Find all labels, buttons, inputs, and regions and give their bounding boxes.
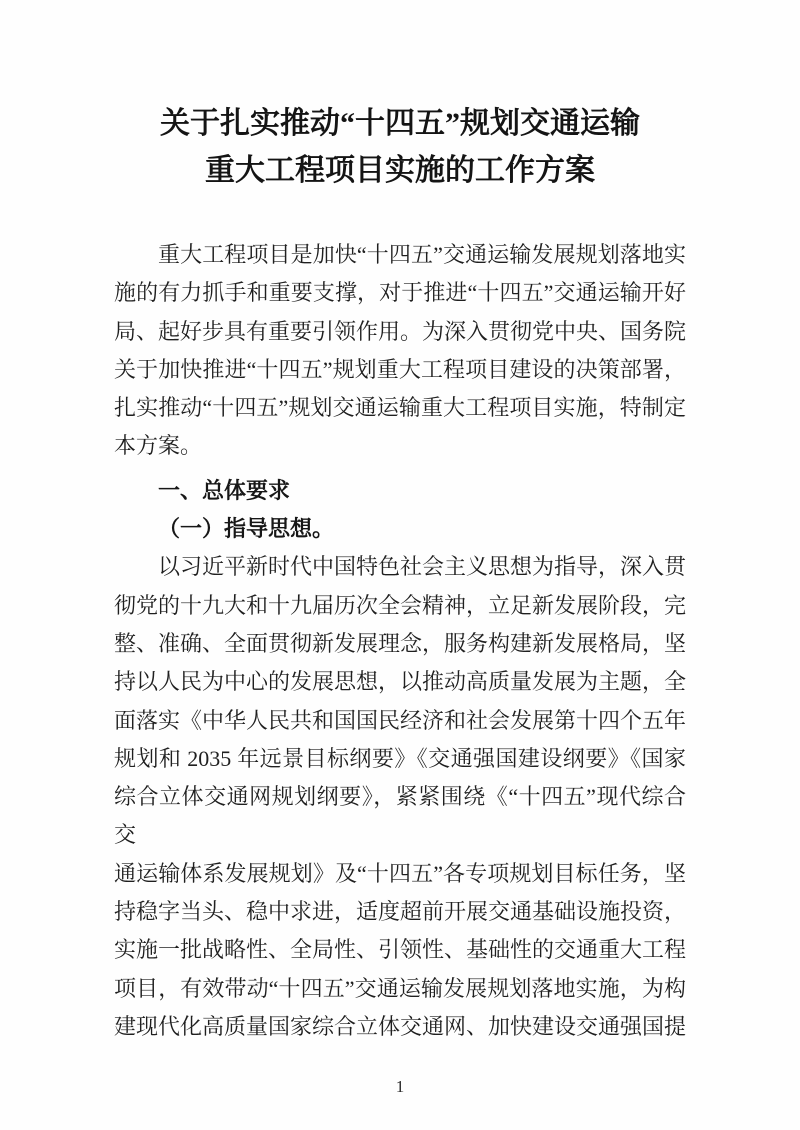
document-title: [114, 0, 686, 194]
paragraph1-line: 重大工程项目是加快“十四五”交通运输发展规划落地实: [158, 242, 686, 267]
page-footer: [114, 1076, 686, 1098]
paragraph2-line: 项目，有效带动“十四五”交通运输发展规划落地实施，为构: [114, 975, 686, 1001]
paragraph1-line: 本方案。: [114, 433, 203, 459]
paragraph2-line: 持稳字当头、稳中求进，适度超前开展交通基础设施投资，: [114, 899, 687, 925]
section-subheading: （一）指导思想。: [158, 516, 335, 542]
paragraph1-line: 局、起好步具有重要引领作用。为深入贯彻党中央、国务院: [114, 318, 687, 344]
paragraph2-line: 以习近平新时代中国特色社会主义思想为指导，深入贯: [158, 554, 687, 580]
paragraph2-line: 规划和 2035 年远景目标纲要》《交通强国建设纲要》《国家: [114, 745, 686, 771]
section-heading: 一、总体要求: [158, 477, 291, 503]
title-line-2: 重大工程项目实施的工作方案: [205, 154, 595, 187]
page-number: 1: [395, 1077, 405, 1097]
paragraph2-line: 建现代化高质量国家综合立体交通网、加快建设交通强国提: [114, 1013, 687, 1039]
paragraph2-line: 整、准确、全面贯彻新发展理念，服务构建新发展格局，坚: [114, 630, 687, 656]
paragraph1-line: 扎实推动“十四五”规划交通运输重大工程项目实施，特制定: [114, 395, 686, 421]
document-content: [114, 0, 686, 1098]
paragraph2-line: 实施一批战略性、全局性、引领性、基础性的交通重大工程: [114, 937, 687, 963]
paragraph1-line: 关于加快推进“十四五”规划重大工程项目建设的决策部署，: [114, 356, 686, 382]
paragraph2-line: 综合立体交通网规划纲要》，紧紧围绕《“十四五”现代综合交: [114, 784, 686, 848]
paragraph2-line: 持以人民为中心的发展思想，以推动高质量发展为主题，全: [114, 669, 687, 695]
document-body: [114, 236, 686, 1046]
paragraph2-line: 通运输体系发展规划》及“十四五”各专项规划目标任务，坚: [114, 860, 686, 886]
paragraph2-line: 面落实《中华人民共和国国民经济和社会发展第十四个五年: [114, 707, 687, 733]
title-line-1: 关于扎实推动“十四五”规划交通运输: [160, 107, 640, 140]
paragraph2-line: 彻党的十九大和十九届历次全会精神，立足新发展阶段，完: [114, 592, 687, 618]
paragraph1-line: 施的有力抓手和重要支撑，对于推进“十四五”交通运输开好: [114, 280, 686, 306]
